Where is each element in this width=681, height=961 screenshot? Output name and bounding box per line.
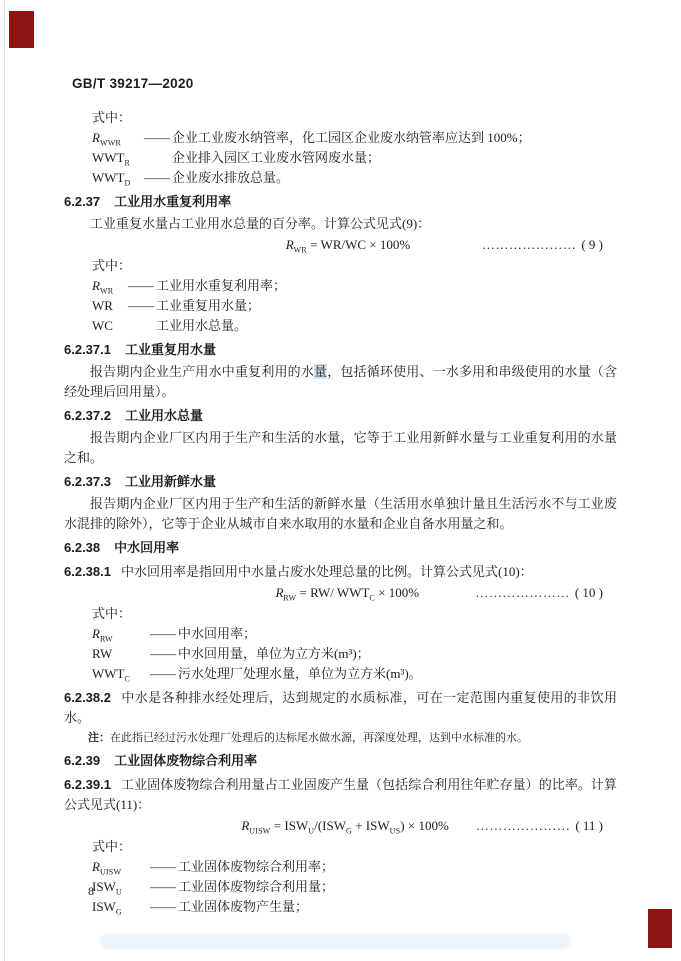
- section-heading-6-2-37-2: [64, 406, 617, 426]
- dotted-leader: …………………: [475, 585, 570, 600]
- paragraph-text: 报告期内企业生产用水中重复利用的水: [90, 364, 315, 379]
- symbol-definition-row: [64, 276, 617, 296]
- symbol-subscript: WWR: [99, 138, 121, 148]
- formula-leader: [419, 583, 617, 603]
- symbol-term: [92, 168, 144, 188]
- symbol-term: [92, 128, 144, 148]
- symbol-subscript: R: [124, 158, 131, 168]
- symbol-subscript: D: [124, 178, 131, 188]
- note-line: [64, 729, 617, 747]
- symbol-term: [92, 276, 128, 296]
- symbol-definition-row: [64, 877, 617, 897]
- symbol-base: R: [92, 626, 100, 641]
- dash-separator: ——: [144, 130, 170, 145]
- symbol-description: 工业用水总量。: [156, 318, 248, 333]
- symbol-base: WC: [92, 318, 113, 333]
- symbol-subscript: RW: [99, 634, 113, 644]
- dash-separator: ——: [150, 859, 176, 874]
- red-marker-top-left: [9, 11, 34, 48]
- faint-watermark-band: [100, 934, 570, 949]
- clause-text: 工业固体废物综合利用量占工业固废产生量（包括综合利用往年贮存量）的比率。计算公式见式(11)：: [64, 777, 617, 812]
- symbol-definition-row: [64, 296, 617, 316]
- formula-lhs-subscript: RW: [283, 593, 297, 603]
- symbol-term: [92, 664, 150, 684]
- symbol-definition-row: [64, 857, 617, 877]
- formula-lhs: R: [275, 585, 284, 600]
- symbol-definition-row: [64, 148, 617, 168]
- section-heading-6-2-37-3: [64, 472, 617, 492]
- clause-number: 6.2.38.2: [64, 690, 111, 705]
- section-title: 工业用新鲜水量: [125, 474, 217, 489]
- symbol-definition-row: [64, 168, 617, 188]
- dash-separator: ——: [150, 666, 176, 681]
- symbol-description: 工业固体废物综合利用量；: [178, 879, 335, 894]
- section-number: 6.2.39: [64, 753, 101, 768]
- symbol-definition-row: [64, 128, 617, 148]
- symbol-definition-row: [64, 316, 617, 336]
- symbol-definition-row: [64, 624, 617, 644]
- paragraph-text: ，包括循环使用、一水多用和串级使用的水量（含经处理后回用量）。: [64, 364, 617, 399]
- symbol-term: [92, 877, 150, 897]
- body-paragraph: 工业重复水量占工业用水总量的百分率。计算公式见式(9)：: [90, 216, 431, 231]
- formula-where-label: 式中：: [92, 110, 132, 125]
- formula-row-9: [64, 235, 617, 255]
- symbol-description: 工业固体废物产生量；: [178, 899, 309, 914]
- symbol-description: 企业工业废水纳管率，化工园区企业废水纳管率应达到 100%；: [172, 130, 531, 145]
- section-heading-6-2-39: [64, 751, 617, 771]
- symbol-description: 工业重复用水量；: [156, 298, 261, 313]
- dash-separator: ——: [128, 298, 154, 313]
- dotted-leader: …………………: [481, 237, 577, 252]
- symbol-base: WWT: [92, 150, 125, 165]
- section-heading-6-2-37: [64, 192, 617, 212]
- symbol-base: WWT: [92, 170, 125, 185]
- formula-row-10: [64, 583, 617, 603]
- formula-rhs: = RW/ WWT: [299, 585, 370, 600]
- formula-where-label: 式中：: [92, 258, 132, 273]
- dash-separator: ——: [128, 278, 154, 293]
- equation-number: ( 11 ): [575, 818, 603, 833]
- formula-lhs: R: [241, 818, 250, 833]
- symbol-base: R: [92, 130, 100, 145]
- formula-leader: [449, 816, 617, 836]
- symbol-base: RW: [92, 646, 113, 661]
- body-paragraph: 报告期内企业厂区内用于生产和生活的新鲜水量（生活用水单独计量且生活污水不与工业废水混排的除外），它等于企业从城市自来水取用的水量和企业自备水用量之和。: [64, 496, 617, 531]
- page-content: [64, 76, 617, 917]
- page-number: 8: [88, 884, 94, 898]
- formula-10: $R_{RW} = RW/$ $WWT_C \times 100\%$: [275, 585, 420, 603]
- equation-number: ( 9 ): [581, 237, 603, 252]
- section-title: 中水回用率: [114, 540, 180, 555]
- body-paragraph: [64, 362, 617, 402]
- red-marker-bottom-right: [648, 909, 672, 948]
- symbol-term: [92, 148, 144, 168]
- symbol-term: [92, 296, 128, 316]
- section-number: 6.2.37: [64, 194, 101, 209]
- equation-number: ( 10 ): [574, 585, 603, 600]
- symbol-term: [92, 644, 150, 664]
- dash-separator: ——: [150, 626, 176, 641]
- section-title: 工业用水总量: [125, 408, 204, 423]
- note-label: 注：: [88, 732, 110, 744]
- symbol-subscript: G: [115, 907, 122, 917]
- dash-separator: [144, 148, 172, 168]
- symbol-description: 中水回用量，单位为立方米(m³)；: [178, 646, 370, 661]
- section-number: 6.2.37.1: [64, 342, 111, 357]
- symbol-term: [92, 316, 128, 336]
- symbol-term: [92, 897, 150, 917]
- section-number: 6.2.37.3: [64, 474, 111, 489]
- symbol-description: 企业废水排放总量。: [172, 170, 290, 185]
- note-text: 在此指已经过污水处理厂处理后的达标尾水做水源，再深度处理，达到中水标准的水。: [110, 732, 528, 744]
- symbol-description: 中水回用率；: [178, 626, 257, 641]
- symbol-description: 工业用水重复利用率；: [156, 278, 287, 293]
- section-number: 6.2.38: [64, 540, 101, 555]
- dash-separator: ——: [150, 646, 176, 661]
- formula-lhs-subscript: UISW: [249, 826, 271, 836]
- section-title: 工业重复用水量: [125, 342, 217, 357]
- clause-number: 6.2.38.1: [64, 564, 111, 579]
- formula-where-label: 式中：: [92, 606, 132, 621]
- symbol-term: [92, 624, 150, 644]
- symbol-subscript: UISW: [99, 867, 122, 877]
- section-title: 工业固体废物综合利用率: [114, 753, 258, 768]
- formula-9: [286, 235, 411, 255]
- clause-number: 6.2.39.1: [64, 777, 111, 792]
- numbered-paragraph-6-2-38-1: [64, 562, 617, 582]
- section-heading-6-2-38: [64, 538, 617, 558]
- numbered-paragraph-6-2-38-2: [64, 688, 617, 728]
- numbered-paragraph-6-2-39-1: [64, 775, 617, 815]
- clause-text: 中水回用率是指回用中水量占废水处理总量的比例。计算公式见式(10)：: [121, 564, 533, 579]
- section-title: 工业用水重复利用率: [114, 194, 232, 209]
- section-number: 6.2.37.2: [64, 408, 111, 423]
- symbol-base: R: [92, 278, 100, 293]
- symbol-description: 污水处理厂处理水量，单位为立方米(m³)。: [178, 666, 422, 681]
- formula-leader: [410, 235, 617, 255]
- scan-edge-line: [4, 0, 5, 961]
- formula-where-label: 式中：: [92, 839, 132, 854]
- symbol-subscript: WR: [99, 286, 114, 296]
- symbol-base: WWT: [92, 666, 125, 681]
- symbol-subscript: U: [115, 887, 122, 897]
- dash-separator: [128, 316, 156, 336]
- dash-separator: ——: [144, 170, 170, 185]
- dash-separator: ——: [150, 899, 176, 914]
- symbol-base: ISW: [92, 899, 116, 914]
- section-heading-6-2-37-1: [64, 340, 617, 360]
- symbol-description: 工业固体废物综合利用率；: [178, 859, 335, 874]
- formula-lhs-subscript: WR: [293, 245, 307, 255]
- dotted-leader: …………………: [475, 818, 571, 833]
- dash-separator: ——: [150, 879, 176, 894]
- symbol-description: 企业排入园区工业废水管网废水量；: [172, 150, 381, 165]
- body-paragraph: 报告期内企业厂区内用于生产和生活的水量，它等于工业用新鲜水量与工业重复利用的水量之和。: [64, 430, 617, 465]
- formula-11: $R_{UISW} = ISW_U/(ISW_G + ISW_{US}) \times 100\%$: [241, 818, 449, 836]
- symbol-term: [92, 857, 150, 877]
- symbol-subscript: C: [124, 674, 131, 684]
- formula-rhs: = WR/WC × 100%: [310, 237, 411, 252]
- formula-lhs: R: [285, 237, 294, 252]
- symbol-definition-row: [64, 897, 617, 917]
- symbol-definition-row: [64, 664, 617, 684]
- symbol-base: ISW: [92, 879, 116, 894]
- symbol-definition-row: [64, 644, 617, 664]
- formula-row-11: [64, 816, 617, 836]
- symbol-base: R: [92, 859, 100, 874]
- symbol-base: WR: [92, 298, 113, 313]
- standard-code-header: GB/T 39217—2020: [72, 76, 194, 91]
- clause-text: 中水是各种排水经处理后，达到规定的水质标准，可在一定范围内重复使用的非饮用水。: [64, 690, 617, 725]
- highlighted-character: 量: [314, 364, 328, 379]
